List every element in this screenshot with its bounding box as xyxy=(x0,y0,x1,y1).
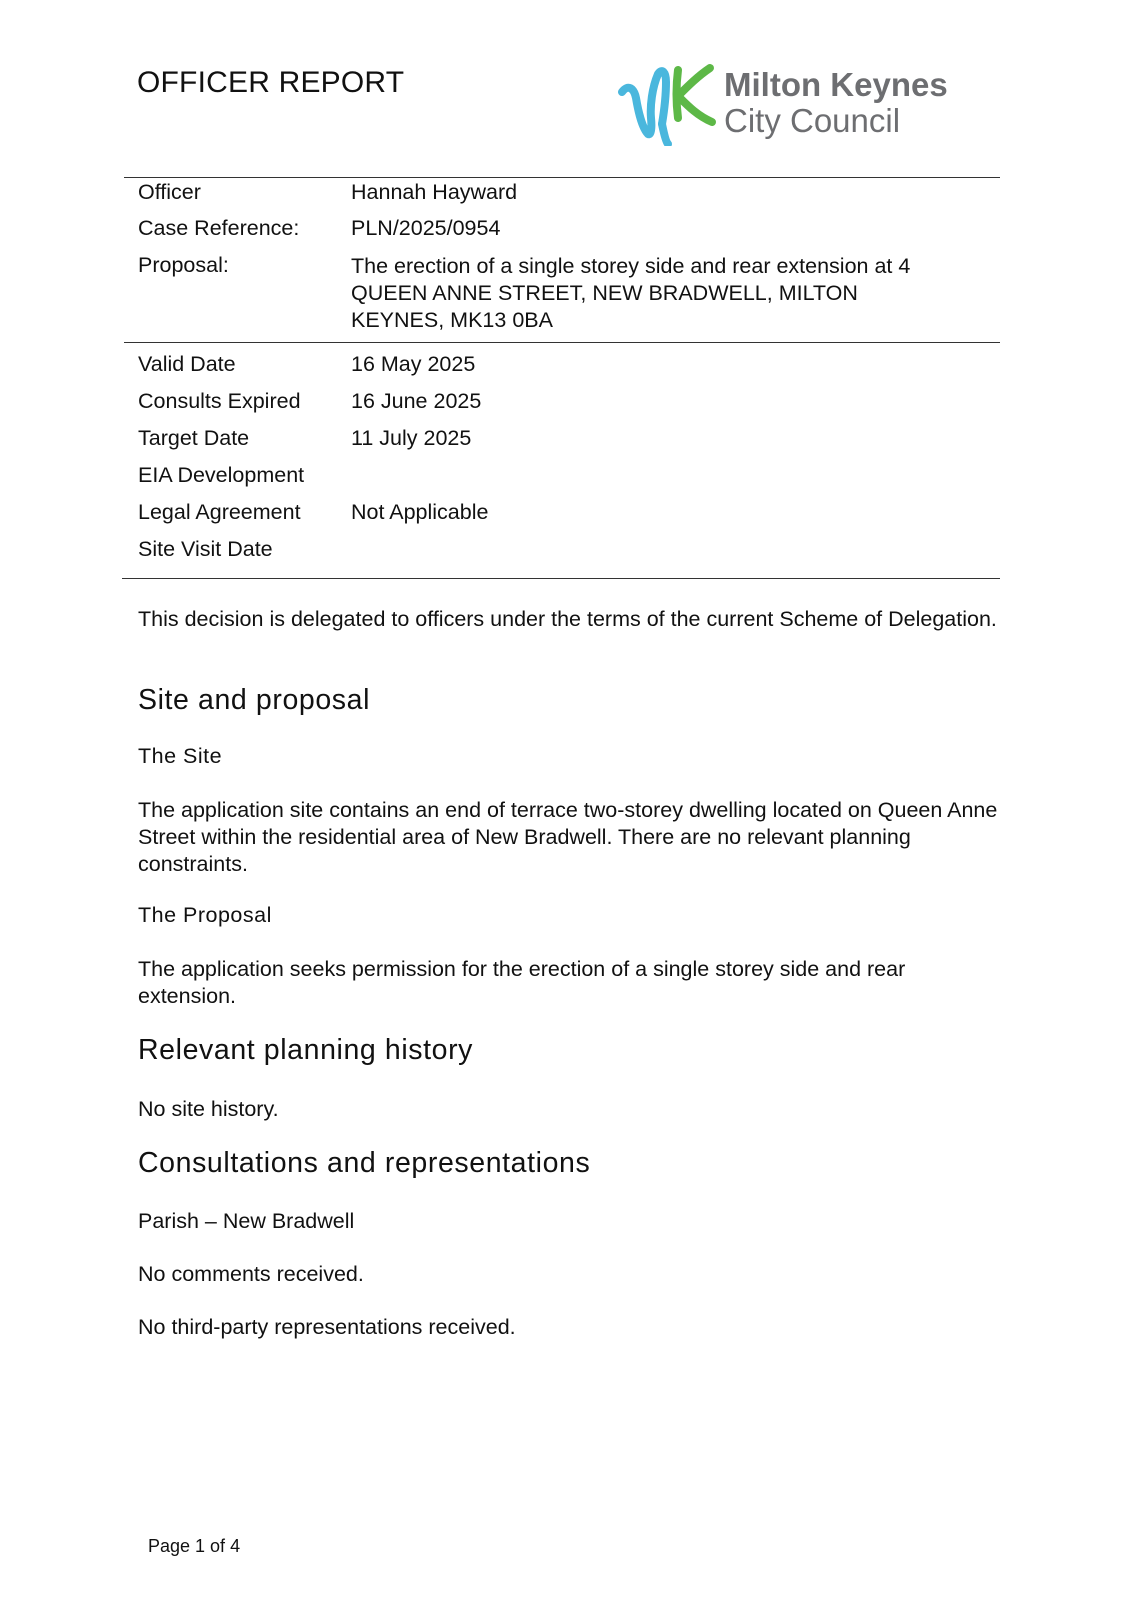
target-date-value: 11 July 2025 xyxy=(351,426,472,450)
document-title: OFFICER REPORT xyxy=(137,66,405,99)
page-number: Page 1 of 4 xyxy=(148,1536,241,1556)
valid-date-value: 16 May 2025 xyxy=(351,352,476,376)
parish-comments: No comments received. xyxy=(138,1262,364,1286)
divider-middle xyxy=(124,342,1000,343)
legal-agreement-label: Legal Agreement xyxy=(138,500,301,524)
site-paragraph: The application site contains an end of terrace two-storey dwelling located on Queen Anne Street within the residential area of New Bradwell. There are no relevant planning constraints. xyxy=(138,798,998,876)
divider-bottom xyxy=(122,578,1000,579)
proposal-line: KEYNES, MK13 0BA xyxy=(351,308,553,332)
case-reference-label: Case Reference: xyxy=(138,216,300,240)
officer-value: Hannah Hayward xyxy=(351,180,518,204)
officer-label: Officer xyxy=(138,180,201,204)
site-visit-date-label: Site Visit Date xyxy=(138,537,273,561)
planning-history-heading: Relevant planning history xyxy=(138,1034,474,1066)
eia-development-label: EIA Development xyxy=(138,463,305,487)
proposal-line: The erection of a single storey side and rear extension at 4 xyxy=(351,254,911,278)
site-and-proposal-heading: Site and proposal xyxy=(138,684,371,716)
parish-line: Parish – New Bradwell xyxy=(138,1209,355,1233)
proposal-paragraph: The application seeks permission for the erection of a single storey side and rear extension. xyxy=(138,957,906,1008)
proposal-subheading: The Proposal xyxy=(138,903,272,927)
proposal-value xyxy=(351,253,971,334)
proposal-line: QUEEN ANNE STREET, NEW BRADWELL, MILTON xyxy=(351,281,858,305)
logo-text-line1: Milton Keynes xyxy=(724,66,948,103)
consults-expired-label: Consults Expired xyxy=(138,389,301,413)
planning-history-text: No site history. xyxy=(138,1097,279,1121)
proposal-label: Proposal: xyxy=(138,253,229,277)
logo-text-line2: City Council xyxy=(724,102,901,139)
council-logo xyxy=(618,62,998,152)
case-reference-value: PLN/2025/0954 xyxy=(351,216,501,240)
third-party-representations: No third-party representations received. xyxy=(138,1315,516,1339)
target-date-label: Target Date xyxy=(138,426,250,450)
valid-date-label: Valid Date xyxy=(138,352,236,376)
divider-top xyxy=(124,177,1000,178)
consultations-heading: Consultations and representations xyxy=(138,1147,591,1179)
site-subheading: The Site xyxy=(138,744,223,768)
delegation-paragraph: This decision is delegated to officers under the terms of the current Scheme of Delegation. xyxy=(138,607,997,631)
consults-expired-value: 16 June 2025 xyxy=(351,389,482,413)
legal-agreement-value: Not Applicable xyxy=(351,500,489,524)
mk-logo-icon xyxy=(618,62,718,146)
